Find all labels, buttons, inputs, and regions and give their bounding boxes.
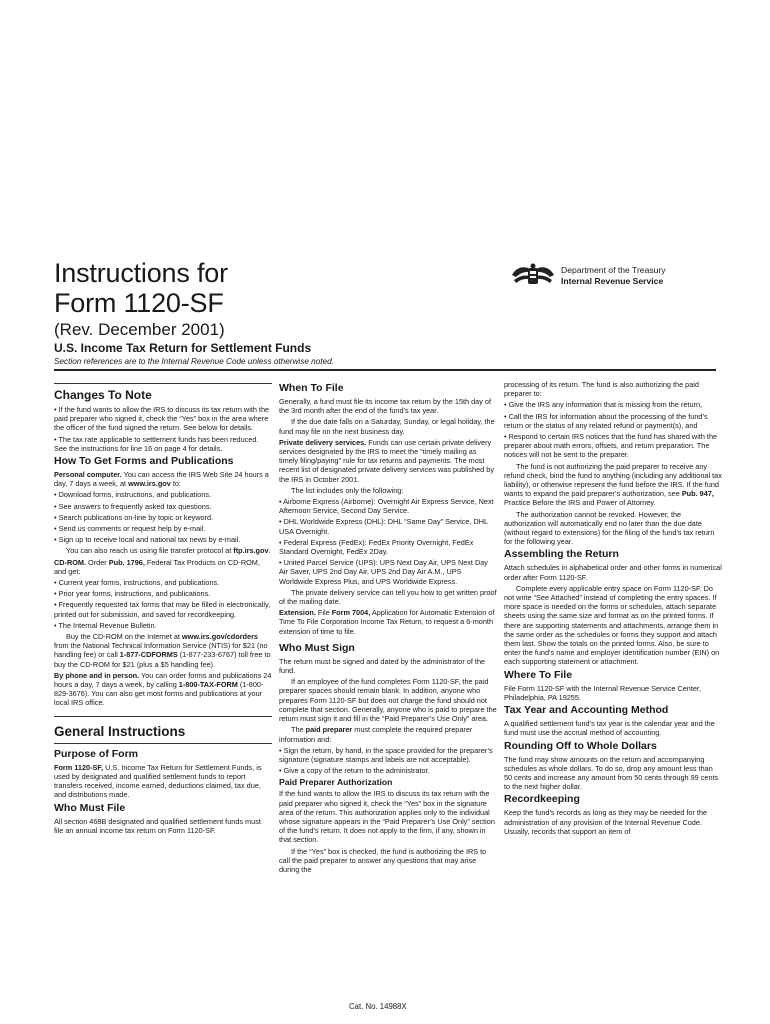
buy-cdrom-paragraph xyxy=(54,632,272,669)
who-must-file-paragraph: All section 468B designated and qualified settlement funds must file an annual income tax return on Form 1120-SF. xyxy=(54,816,261,835)
irs-eagle-logo-icon xyxy=(510,262,556,288)
s3-post: must complete the required preparer information and: xyxy=(279,725,473,744)
paragraph: The authorization cannot be revoked. However, the authorization will automatically end no later than the due date (without regard to extensions) for the filing of the fund’s tax return for the following year. xyxy=(504,509,715,547)
tax-form-phone: 1-800-TAX-FORM xyxy=(178,680,238,690)
s3-bold: paid preparer xyxy=(305,725,353,735)
cdrom-paragraph xyxy=(54,558,272,576)
pds-label: Private delivery services. xyxy=(279,437,367,447)
list-item: • See answers to frequently asked tax questions. xyxy=(54,501,212,511)
t5-end: Practice Before the IRS and Power of Attorney. xyxy=(504,498,656,508)
header-divider xyxy=(54,369,716,371)
agency-irs: Internal Revenue Service xyxy=(561,276,664,286)
t5-text: The fund is not authorizing the paid preparer to receive any refund check, bind the fund to anything (including any additional tax liability), or otherwise represent the fund before the IRS. If the fund wants to expand the paid preparer’s authorization, see xyxy=(504,461,722,499)
phone-text2: (1-800-829-3676). You can also get most forms and publications at your local IRS office. xyxy=(54,680,264,708)
personal-computer-paragraph xyxy=(54,470,272,488)
cd-pub: Pub. 1796, xyxy=(108,557,145,567)
paragraph: The fund may show amounts on the return and accompanying schedules as whole dollars. To do so, drop any amount less than 50 cents and increase any amount from 50 cents through 99 cents to the next higher dollar. xyxy=(504,754,719,792)
list-item: • Sign up to receive local and national tax news by e-mail. xyxy=(54,535,241,545)
section-reference-note: Section references are to the Internal Revenue Code unless otherwise noted. xyxy=(54,357,334,366)
recordkeeping-heading: Recordkeeping xyxy=(504,793,580,806)
list-item: • Search publications on-line by topic or keyword. xyxy=(54,512,214,522)
section-divider xyxy=(54,716,272,717)
who-must-sign-heading: Who Must Sign xyxy=(279,641,355,654)
s3-pre: The xyxy=(291,725,306,735)
agency-block xyxy=(561,265,721,287)
document-title-line-1: Instructions for xyxy=(54,258,228,288)
revision-date: (Rev. December 2001) xyxy=(54,320,225,339)
paragraph: Generally, a fund must file its income tax return by the 15th day of the 3rd month after the end of the fund’s tax year. xyxy=(279,397,491,416)
pc-text: You can access the IRS Web Site 24 hours a day, 7 days a week, at xyxy=(54,470,269,489)
list-item: • Federal Express (FedEx): FedEx Priority Overnight, FedEx Standard Overnight, FedEx 2Day. xyxy=(279,537,474,557)
cd-text: Order xyxy=(86,557,109,567)
list-item: • Give the IRS any information that is missing from the return, xyxy=(504,400,703,410)
list-item: • Airborne Express (Airborne): Overnight Air Express Service, Next Afternoon Service, Second Day Service. xyxy=(279,497,494,516)
list-item: • United Parcel Service (UPS): UPS Next Day Air, UPS Next Day Air Saver, UPS 2nd Day Air, UPS 2nd Day Air A.M., UPS Worldwide Express Plus, and UPS Worldwide Express. xyxy=(279,558,488,586)
pc-label: Personal computer. xyxy=(54,470,122,480)
ftp-link[interactable]: ftp.irs.gov xyxy=(233,546,269,556)
buy-text3: (1-877-233-6767) toll free to buy the CD-ROM for $21 (plus a $5 handling fee). xyxy=(54,650,271,669)
changes-heading: Changes To Note xyxy=(54,388,152,402)
ftp-text: You can also reach us using file transfer protocol at xyxy=(66,546,234,556)
changes-item: • If the fund wants to allow the IRS to discuss its tax return with the paid preparer who signed it, check the “Yes” box in the area where the officer of the fund signed the return. See below for details. xyxy=(54,405,270,433)
cdforms-phone: 1-877-CDFORMS xyxy=(119,650,178,660)
assembling-heading: Assembling the Return xyxy=(504,548,619,561)
cd-text2: Federal Tax Products on CD-ROM, and get: xyxy=(54,557,260,576)
ftp-end: . xyxy=(268,546,271,556)
paragraph: Keep the fund’s records as long as they may be needed for the administration of any provision of the Internal Revenue Code. Usually, records that support an item of xyxy=(504,808,708,836)
purpose-paragraph xyxy=(54,763,272,800)
cdorders-link[interactable]: www.irs.gov/cdorders xyxy=(182,632,258,642)
list-item: • Respond to certain IRS notices that the fund has shared with the preparer about math errors, offsets, and return preparation. The notices will not be sent to the preparer. xyxy=(504,432,718,460)
rounding-heading: Rounding Off to Whole Dollars xyxy=(504,739,657,752)
t5-pub: Pub. 947, xyxy=(681,489,714,499)
paragraph: If the “Yes” box is checked, the fund is authorizing the IRS to call the paid preparer to answer any questions that may arise during the xyxy=(279,846,487,874)
paragraph: The return must be signed and dated by the administrator of the fund. xyxy=(279,656,486,676)
list-item: • Sign the return, by hand, in the space provided for the preparer’s signature (signature stamps and labels are not acceptable). xyxy=(279,745,493,764)
general-instructions-heading: General Instructions xyxy=(54,723,186,739)
ext-text2: Application for Automatic Extension of Time To File Corporation Income Tax Return, to request a 6-month extension of time to file. xyxy=(279,608,495,636)
private-delivery-paragraph xyxy=(279,438,497,484)
ftp-paragraph xyxy=(54,546,272,555)
purpose-text: U.S. Income Tax Return for Settlement Funds, is used by designated and qualified settlement funds to report transfers received, income earned, deductions claimed, tax due, and distributions made. xyxy=(54,762,262,800)
ext-label: Extension. xyxy=(279,608,316,618)
extension-paragraph xyxy=(279,608,497,636)
list-item: • Send us comments or request help by e-mail. xyxy=(54,524,206,534)
paragraph: If the due date falls on a Saturday, Sunday, or legal holiday, the fund may file on the next business day. xyxy=(279,417,495,436)
list-item: • Give a copy of the return to the administrator. xyxy=(279,766,430,776)
cd-label: CD-ROM. xyxy=(54,557,87,567)
list-item: • Current year forms, instructions, and publications. xyxy=(54,578,220,588)
column-1 xyxy=(54,380,272,1000)
preparer-scope-paragraph xyxy=(504,462,722,508)
section-divider xyxy=(54,743,272,744)
paid-preparer-paragraph xyxy=(279,725,497,743)
document-title-line-2: Form 1120-SF xyxy=(54,288,224,318)
ext-text: File xyxy=(315,608,332,618)
paragraph: Complete every applicable entry space on Form 1120-SF. Do not write “See Attached” instead of completing the entry spaces. If more space is needed on the forms or schedules, attach separate sheets using the same size and format as on the printed forms. If there are supporting statements and attachments, arrange them in the same order as the schedules or forms they support and attach them last. Show the totals on the printed forms. Also, be sure to enter the fund’s name and employer identification number (EIN) on each supporting statement or attachment. xyxy=(504,583,720,667)
buy-text2: from the National Technical Information Service (NTIS) for $21 (no handling fee) or call xyxy=(54,641,268,660)
paragraph: The list includes only the following: xyxy=(291,485,404,495)
tax-year-heading: Tax Year and Accounting Method xyxy=(504,704,669,717)
purpose-heading: Purpose of Form xyxy=(54,747,139,760)
section-divider xyxy=(54,383,272,384)
list-item: • The Internal Revenue Bulletin. xyxy=(54,620,157,630)
list-item: • Frequently requested tax forms that may be filled in electronically, printed out for submission, and saved for recordkeeping. xyxy=(54,600,271,619)
pc-to: to: xyxy=(170,479,181,489)
paragraph: A qualified settlement fund’s tax year is the calendar year and the fund must use the accrual method of accounting. xyxy=(504,719,715,738)
pds-text: Funds can use certain private delivery services designated by the IRS to meet the “timely mailing as timely filing/paying” rule for tax returns and payments. The most recent list of designated private delivery services was published by the IRS in October 2001. xyxy=(279,437,494,484)
column-3 xyxy=(504,380,722,1000)
forms-heading: How To Get Forms and Publications xyxy=(54,455,234,468)
paragraph: If the fund wants to allow the IRS to discuss its tax return with the paid preparer who signed it, check the “Yes” box in the signature area of the return. This authorization applies only to the individual whose signature appears in the “Paid Preparer’s Use Only” section of the fund’s return. It does not apply to the firm, if any, shown in that section. xyxy=(279,789,495,845)
column-2 xyxy=(279,380,497,1000)
list-item: • Call the IRS for information about the processing of the fund’s return or the status of any related refund or payment(s), and xyxy=(504,411,708,430)
where-to-file-heading: Where To File xyxy=(504,668,573,681)
phone-text: You can order forms and publications 24 hours a day, 7 days a week, by calling xyxy=(54,670,272,690)
when-to-file-heading: When To File xyxy=(279,382,344,394)
catalog-number: Cat. No. 14988X xyxy=(349,1002,407,1011)
list-item: • Download forms, instructions, and publications. xyxy=(54,490,212,500)
paragraph: File Form 1120-SF with the Internal Revenue Service Center, Philadelphia, PA 19255. xyxy=(504,683,701,702)
paid-preparer-authorization-heading: Paid Preparer Authorization xyxy=(279,777,393,788)
buy-text: Buy the CD-ROM on the Internet at xyxy=(66,632,182,642)
list-item: • DHL Worldwide Express (DHL): DHL “Same Day” Service, DHL USA Overnight. xyxy=(279,517,488,536)
who-must-file-heading: Who Must File xyxy=(54,801,126,814)
purpose-label: Form 1120-SF, xyxy=(54,762,104,772)
irs-website-link[interactable]: www.irs.gov xyxy=(128,479,171,489)
paragraph: Attach schedules in alphabetical order and other forms in numerical order after Form 1120-SF. xyxy=(504,563,722,582)
ext-form: Form 7004, xyxy=(331,608,371,618)
form-subtitle: U.S. Income Tax Return for Settlement Funds xyxy=(54,341,312,355)
agency-department: Department of the Treasury xyxy=(561,265,666,275)
paragraph: processing of its return. The fund is also authorizing the paid preparer to: xyxy=(504,380,699,399)
paragraph: The private delivery service can tell you how to get written proof of the mailing date. xyxy=(279,587,497,607)
list-item: • Prior year forms, instructions, and publications. xyxy=(54,589,211,599)
changes-item: • The tax rate applicable to settlement funds has been reduced. See the instructions for line 16 on page 4 for details. xyxy=(54,434,259,453)
paragraph: If an employee of the fund completes Form 1120-SF, the paid preparer spaces should remain blank. In addition, anyone who prepares Form 1120-SF but does not charge the fund should not complete that section. Generally, anyone who is paid to prepare the return must sign it and fill in the “Paid Preparer’s Use Only” area. xyxy=(279,677,497,724)
phone-label: By phone and in person. xyxy=(54,670,140,680)
phone-paragraph xyxy=(54,671,272,708)
